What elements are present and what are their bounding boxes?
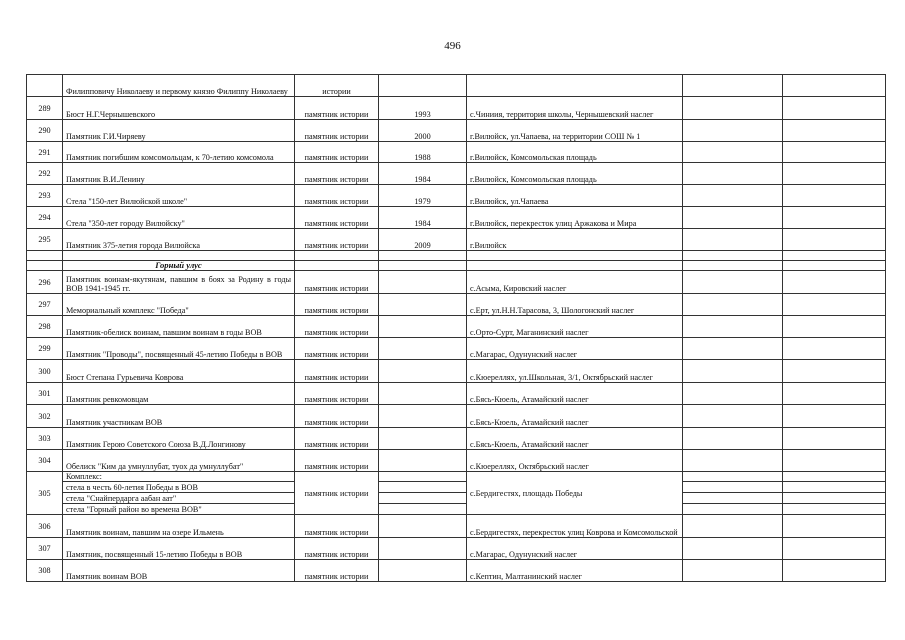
row-number: 289: [27, 97, 63, 120]
table-row: [27, 271, 886, 294]
monument-name: Памятник участникам ВОВ: [63, 405, 295, 428]
monument-name: Памятник погибшим комсомольцам, к 70-летию комсомола: [63, 142, 295, 163]
monument-type: памятник истории: [295, 383, 379, 405]
section-title: Горный улус: [63, 261, 295, 271]
monument-name: Памятник воинам, павшим на озере Ильмень: [63, 515, 295, 538]
empty-cell: [683, 316, 783, 338]
complex-item: стела "Снайпердарга аабан аат": [63, 493, 295, 504]
empty-cell: [783, 316, 886, 338]
table-row: [27, 360, 886, 383]
table-row: [27, 97, 886, 120]
row-number: 306: [27, 515, 63, 538]
empty-cell: [467, 261, 683, 271]
monument-name: Памятник ревкомовцам: [63, 383, 295, 405]
row-number: 297: [27, 294, 63, 316]
monument-location: г.Вилюйск, ул.Чапаева, на территории СОШ № 1: [467, 120, 683, 142]
row-number: 303: [27, 428, 63, 450]
monument-year: [379, 405, 467, 428]
monument-year: 1993: [379, 97, 467, 120]
row-number: 295: [27, 229, 63, 251]
empty-cell: [783, 120, 886, 142]
monument-year: [379, 338, 467, 360]
table-row: [27, 207, 886, 229]
table-row: [27, 338, 886, 360]
empty-cell: [783, 504, 886, 515]
monument-year: [379, 316, 467, 338]
monument-name: Бюст Степана Гурьевича Коврова: [63, 360, 295, 383]
empty-cell: [683, 142, 783, 163]
monument-year: [379, 428, 467, 450]
empty-cell: [683, 360, 783, 383]
monument-name: Памятник воинам-якутянам, павшим в боях за Родину в годы ВОВ 1941-1945 гг.: [63, 271, 295, 294]
table-row: [27, 493, 886, 504]
monument-location: с.Магарас, Одунунский наслег: [467, 538, 683, 560]
monument-location: г.Вилюйск, ул.Чапаева: [467, 185, 683, 207]
table-row: [27, 75, 886, 97]
section-row: [27, 261, 886, 271]
table-row: [27, 428, 886, 450]
empty-cell: [683, 97, 783, 120]
empty-cell: [783, 383, 886, 405]
monument-year: [379, 75, 467, 97]
monument-location: с.Кюереллях, Октябрьский наслег: [467, 450, 683, 472]
empty-cell: [683, 163, 783, 185]
monument-location: с.Чиниия, территория школы, Чернышевский наслег: [467, 97, 683, 120]
row-number: 290: [27, 120, 63, 142]
monument-name: Памятник Герою Советского Союза В.Д.Лонгинову: [63, 428, 295, 450]
monument-type: памятник истории: [295, 515, 379, 538]
empty-cell: [683, 271, 783, 294]
row-number: 301: [27, 383, 63, 405]
monument-year: [379, 294, 467, 316]
monument-type: памятник истории: [295, 538, 379, 560]
table-row: [27, 560, 886, 582]
empty-cell: [783, 97, 886, 120]
empty-cell: [683, 120, 783, 142]
row-number: 296: [27, 271, 63, 294]
table-row: [27, 383, 886, 405]
monument-name: Обелиск "Ким да умнуллубат, туох да умнуллубат": [63, 450, 295, 472]
row-number: 299: [27, 338, 63, 360]
monument-type: памятник истории: [295, 97, 379, 120]
row-number: 302: [27, 405, 63, 428]
monument-type: памятник истории: [295, 316, 379, 338]
blank-row: [27, 251, 886, 261]
empty-cell: [783, 75, 886, 97]
table-row: [27, 405, 886, 428]
row-number: [27, 75, 63, 97]
empty-cell: [783, 163, 886, 185]
empty-cell: [683, 428, 783, 450]
monument-location: г.Вилюйск, перекресток улиц Аржакова и Мира: [467, 207, 683, 229]
empty-cell: [783, 294, 886, 316]
monument-year: [379, 515, 467, 538]
monument-year: 1979: [379, 185, 467, 207]
empty-cell: [683, 450, 783, 472]
row-number: 307: [27, 538, 63, 560]
monument-location: г.Вилюйск: [467, 229, 683, 251]
empty-cell: [783, 472, 886, 482]
empty-cell: [683, 185, 783, 207]
empty-cell: [379, 493, 467, 504]
monument-name: Памятник Г.И.Чиряеву: [63, 120, 295, 142]
row-number: 308: [27, 560, 63, 582]
table-row: [27, 294, 886, 316]
table-row: [27, 538, 886, 560]
monument-name: Стела "150-лет Вилюйской школе": [63, 185, 295, 207]
empty-cell: [379, 504, 467, 515]
monument-location: с.Асыма, Кировский наслег: [467, 271, 683, 294]
monument-type: памятник истории: [295, 360, 379, 383]
empty-cell: [683, 75, 783, 97]
table-row: [27, 515, 886, 538]
monument-type: памятник истории: [295, 472, 379, 515]
monument-type: памятник истории: [295, 405, 379, 428]
table-row: [27, 472, 886, 482]
complex-heading: Комплекс:: [63, 472, 295, 482]
monument-type: памятник истории: [295, 560, 379, 582]
empty-cell: [683, 538, 783, 560]
monument-type: истории: [295, 75, 379, 97]
empty-cell: [27, 251, 63, 261]
monument-name: Мемориальный комплекс "Победа": [63, 294, 295, 316]
monument-name: Памятник В.И.Ленину: [63, 163, 295, 185]
monument-year: [379, 450, 467, 472]
monument-location: с.Орто-Сурт, Маганинский наслег: [467, 316, 683, 338]
row-number: 292: [27, 163, 63, 185]
table-row: [27, 316, 886, 338]
monument-type: памятник истории: [295, 229, 379, 251]
monument-location: [467, 75, 683, 97]
table-row: [27, 142, 886, 163]
empty-cell: [783, 271, 886, 294]
monument-year: [379, 560, 467, 582]
monument-name: Филипповичу Николаеву и первому князю Филиппу Николаеву: [63, 75, 295, 97]
monument-type: памятник истории: [295, 428, 379, 450]
monument-year: 1984: [379, 163, 467, 185]
table-row: [27, 450, 886, 472]
empty-cell: [683, 504, 783, 515]
row-number: 305: [27, 472, 63, 515]
monument-year: [379, 538, 467, 560]
table-row: [27, 504, 886, 515]
monument-type: памятник истории: [295, 142, 379, 163]
monument-name: Памятник-обелиск воинам, павшим воинам в годы ВОВ: [63, 316, 295, 338]
monument-type: памятник истории: [295, 207, 379, 229]
monument-year: 1988: [379, 142, 467, 163]
empty-cell: [683, 383, 783, 405]
monument-type: памятник истории: [295, 338, 379, 360]
monument-type: памятник истории: [295, 271, 379, 294]
empty-cell: [683, 261, 783, 271]
empty-cell: [295, 251, 379, 261]
empty-cell: [683, 405, 783, 428]
monument-location: с.Кюереллях, ул.Школьная, 3/1, Октябрьский наслег: [467, 360, 683, 383]
empty-cell: [683, 560, 783, 582]
row-number: 294: [27, 207, 63, 229]
empty-cell: [683, 338, 783, 360]
empty-cell: [683, 515, 783, 538]
row-number: 304: [27, 450, 63, 472]
table-row: [27, 120, 886, 142]
empty-cell: [783, 515, 886, 538]
row-number: 300: [27, 360, 63, 383]
row-number: 298: [27, 316, 63, 338]
empty-cell: [379, 251, 467, 261]
monument-location: с.Кептин, Малтанинский наслег: [467, 560, 683, 582]
empty-cell: [783, 251, 886, 261]
monument-name: Памятник "Проводы", посвященный 45-летию Победы в ВОВ: [63, 338, 295, 360]
empty-cell: [783, 482, 886, 493]
empty-cell: [63, 251, 295, 261]
table-row: [27, 163, 886, 185]
monument-location: с.Бердигестях, перекресток улиц Коврова и Комсомольской: [467, 515, 683, 538]
empty-cell: [683, 294, 783, 316]
empty-cell: [683, 251, 783, 261]
monument-year: 2000: [379, 120, 467, 142]
empty-cell: [783, 207, 886, 229]
monument-location: с.Бясь-Кюель, Атамайский наслег: [467, 405, 683, 428]
page-number: 496: [444, 40, 461, 52]
empty-cell: [783, 142, 886, 163]
empty-cell: [783, 560, 886, 582]
empty-cell: [683, 493, 783, 504]
monument-year: [379, 383, 467, 405]
monument-name: Памятник, посвященный 15-летию Победы в ВОВ: [63, 538, 295, 560]
empty-cell: [379, 472, 467, 482]
monument-year: [379, 271, 467, 294]
table-row: [27, 229, 886, 251]
monument-type: памятник истории: [295, 185, 379, 207]
empty-cell: [783, 360, 886, 383]
empty-cell: [783, 261, 886, 271]
empty-cell: [683, 207, 783, 229]
empty-cell: [783, 338, 886, 360]
row-number: 293: [27, 185, 63, 207]
empty-cell: [783, 450, 886, 472]
monument-name: Стела "350-лет городу Вилюйску": [63, 207, 295, 229]
empty-cell: [783, 185, 886, 207]
monument-location: с.Магарас, Одунунский наслег: [467, 338, 683, 360]
monuments-table: [26, 74, 886, 582]
monument-location: с.Бясь-Кюель, Атамайский наслег: [467, 428, 683, 450]
empty-cell: [467, 251, 683, 261]
table-row: [27, 482, 886, 493]
monument-location: с.Ерт, ул.Н.Н.Тарасова, 3, Шологонский наслег: [467, 294, 683, 316]
monument-type: памятник истории: [295, 163, 379, 185]
empty-cell: [683, 482, 783, 493]
monument-year: [379, 360, 467, 383]
empty-cell: [27, 261, 63, 271]
empty-cell: [683, 229, 783, 251]
monument-name: Памятник воинам ВОВ: [63, 560, 295, 582]
monument-type: памятник истории: [295, 294, 379, 316]
empty-cell: [783, 493, 886, 504]
monument-name: Бюст Н.Г.Чернышевского: [63, 97, 295, 120]
row-number: 291: [27, 142, 63, 163]
empty-cell: [783, 538, 886, 560]
complex-item: стела в честь 60-летия Победы в ВОВ: [63, 482, 295, 493]
table-row: [27, 185, 886, 207]
monument-location: г.Вилюйск, Комсомольская площадь: [467, 142, 683, 163]
monument-location: с.Бердигестях, площадь Победы: [467, 472, 683, 515]
empty-cell: [295, 261, 379, 271]
complex-item: стела "Горный район во времена ВОВ": [63, 504, 295, 515]
empty-cell: [783, 405, 886, 428]
monument-year: 2009: [379, 229, 467, 251]
monument-year: 1984: [379, 207, 467, 229]
monument-type: памятник истории: [295, 120, 379, 142]
monument-location: г.Вилюйск, Комсомольская площадь: [467, 163, 683, 185]
monument-name: Памятник 375-летия города Вилюйска: [63, 229, 295, 251]
empty-cell: [783, 428, 886, 450]
empty-cell: [783, 229, 886, 251]
monument-type: памятник истории: [295, 450, 379, 472]
empty-cell: [683, 472, 783, 482]
monument-location: с.Бясь-Кюель, Атамайский наслег: [467, 383, 683, 405]
empty-cell: [379, 261, 467, 271]
empty-cell: [379, 482, 467, 493]
